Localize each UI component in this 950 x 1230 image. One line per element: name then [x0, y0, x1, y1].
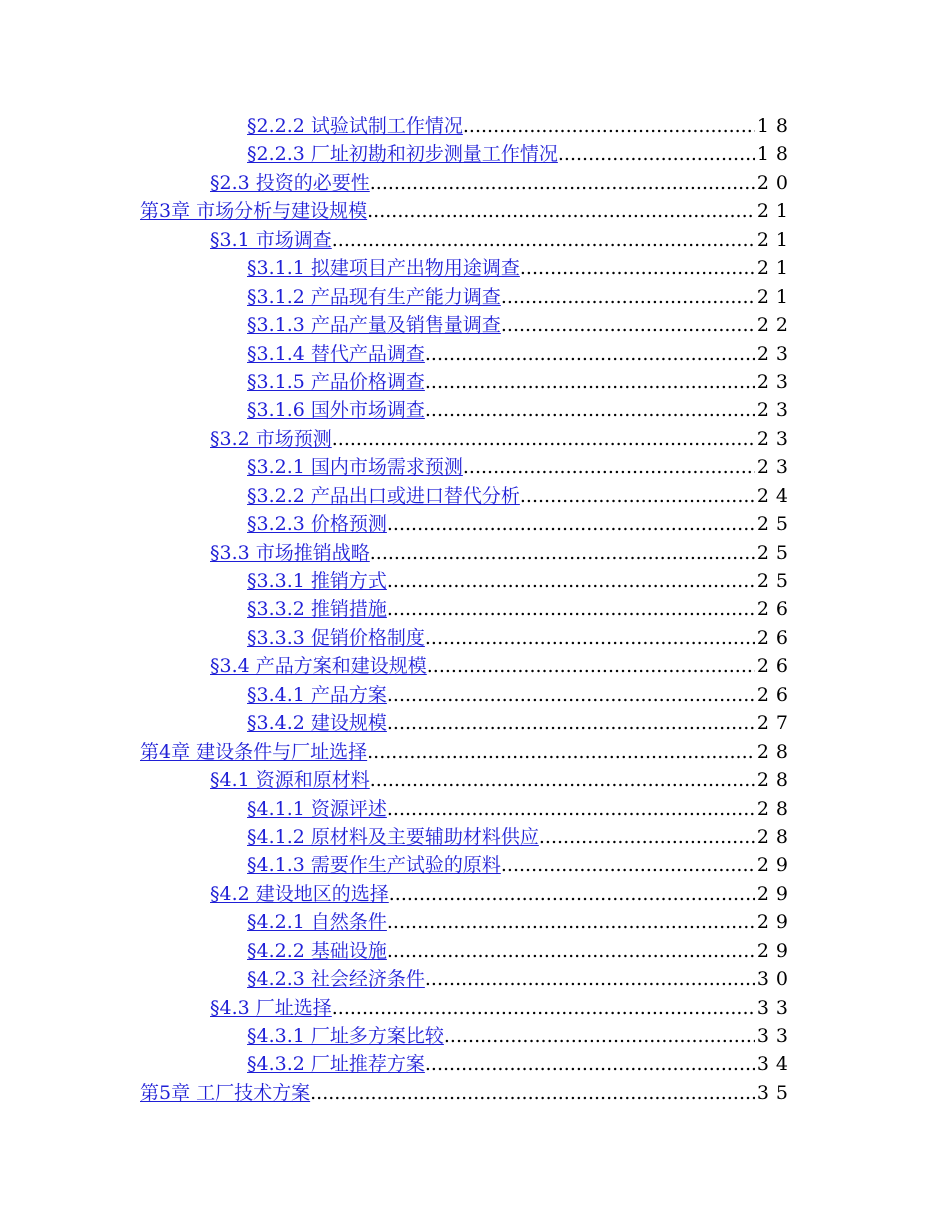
toc-entry[interactable]	[140, 340, 795, 368]
toc-entry[interactable]	[140, 510, 795, 538]
toc-dot-leader	[387, 937, 755, 965]
toc-page-number: 34	[756, 1053, 795, 1076]
toc-dot-leader	[520, 482, 755, 510]
toc-entry-link[interactable]: §3.2.3 价格预测	[247, 513, 387, 536]
toc-entry-link[interactable]: §3.3.1 推销方式	[247, 570, 387, 592]
toc-dot-leader	[387, 908, 755, 936]
toc-dot-leader	[501, 311, 755, 339]
toc-page-number: 26	[756, 626, 795, 649]
toc-entry-link[interactable]: §2.2.3 厂址初勘和初步测量工作情况	[247, 143, 558, 166]
toc-entry[interactable]	[140, 908, 795, 936]
toc-dot-leader	[387, 795, 755, 823]
toc-page-number: 23	[756, 456, 795, 479]
toc-page-number: 26	[756, 655, 795, 678]
toc-page-number: 23	[756, 370, 795, 393]
toc-entry[interactable]	[140, 482, 795, 510]
toc-entry-link[interactable]: 第3章 市场分析与建设规模	[140, 200, 368, 223]
toc-entry[interactable]	[140, 169, 795, 197]
toc-page-number: 21	[756, 228, 795, 251]
toc-entry[interactable]	[140, 254, 795, 282]
toc-entry[interactable]	[140, 140, 795, 168]
toc-entry[interactable]	[140, 1079, 795, 1107]
toc-dot-leader	[501, 283, 755, 311]
toc-page-number: 18	[756, 143, 795, 166]
toc-dot-leader	[425, 368, 755, 396]
toc-entry[interactable]	[140, 681, 795, 709]
toc-page-number: 27	[756, 712, 795, 735]
toc-entry[interactable]	[140, 652, 795, 680]
toc-page-number: 22	[756, 314, 795, 337]
toc-entry[interactable]	[140, 453, 795, 481]
toc-dot-leader	[332, 994, 755, 1022]
toc-entry[interactable]	[140, 112, 795, 140]
toc-entry[interactable]	[140, 738, 795, 766]
toc-page-number: 29	[756, 882, 795, 905]
toc-entry-link[interactable]: §3.2 市场预测	[210, 427, 332, 450]
toc-dot-leader	[387, 709, 755, 737]
toc-page-number: 24	[756, 484, 795, 507]
toc-dot-leader	[389, 880, 755, 908]
toc-entry[interactable]	[140, 425, 795, 453]
toc-entry-link[interactable]: §4.3.1 厂址多方案比较	[247, 1025, 444, 1047]
toc-dot-leader	[444, 1022, 755, 1050]
toc-dot-leader	[425, 624, 755, 652]
toc-page-number: 29	[756, 911, 795, 934]
toc-page-number: 28	[756, 825, 795, 848]
toc-dot-leader	[425, 340, 755, 368]
toc-entry[interactable]	[140, 226, 795, 254]
toc-entry[interactable]	[140, 766, 795, 794]
toc-entry[interactable]	[140, 709, 795, 737]
toc-entry-link[interactable]: §3.4.1 产品方案	[247, 683, 387, 706]
toc-dot-leader	[332, 226, 755, 254]
table-of-contents	[140, 112, 795, 1107]
toc-dot-leader	[370, 539, 755, 567]
toc-entry-link[interactable]: §4.1.3 需要作生产试验的原料	[247, 854, 501, 877]
toc-page-number: 23	[756, 399, 795, 422]
toc-entry[interactable]	[140, 396, 795, 424]
toc-entry-link[interactable]: §3.4.2 建设规模	[247, 712, 387, 735]
toc-dot-leader	[387, 681, 755, 709]
toc-page-number: 28	[756, 769, 795, 792]
toc-page-number: 21	[756, 285, 795, 308]
toc-entry-link[interactable]: §3.1.3 产品产量及销售量调查	[247, 314, 501, 337]
toc-page-number: 33	[756, 996, 795, 1019]
toc-entry[interactable]	[140, 368, 795, 396]
toc-entry-link[interactable]: §3.1.1 拟建项目产出物用途调查	[247, 257, 520, 280]
toc-page-number: 23	[756, 427, 795, 450]
toc-page-number: 25	[756, 570, 795, 592]
toc-entry[interactable]	[140, 1050, 795, 1078]
toc-dot-leader	[367, 197, 755, 225]
toc-entry-link[interactable]: §3.3.2 推销措施	[247, 598, 387, 621]
toc-page-number: 21	[756, 257, 795, 280]
toc-dot-leader	[332, 425, 755, 453]
toc-entry[interactable]	[140, 539, 795, 567]
toc-entry-link[interactable]: §4.2.3 社会经济条件	[247, 968, 425, 991]
toc-dot-leader	[425, 1050, 755, 1078]
toc-entry-link[interactable]: §3.1.2 产品现有生产能力调查	[247, 285, 501, 308]
toc-entry-link[interactable]: §3.1 市场调查	[210, 228, 332, 251]
toc-entry-link[interactable]: §3.3.3 促销价格制度	[247, 626, 425, 649]
toc-entry[interactable]	[140, 197, 795, 225]
toc-entry-link[interactable]: §4.2.1 自然条件	[247, 911, 387, 934]
toc-dot-leader	[370, 766, 755, 794]
toc-entry-link[interactable]: §3.4 产品方案和建设规模	[210, 655, 427, 678]
toc-entry-link[interactable]: §3.1.6 国外市场调查	[247, 399, 425, 422]
toc-entry[interactable]	[140, 851, 795, 879]
toc-page-number: 18	[756, 115, 795, 137]
toc-entry[interactable]	[140, 994, 795, 1022]
toc-page-number: 25	[756, 513, 795, 536]
toc-page-number: 29	[756, 854, 795, 877]
toc-entry[interactable]	[140, 823, 795, 851]
toc-dot-leader	[501, 851, 755, 879]
toc-dot-leader	[425, 396, 755, 424]
toc-page-number: 25	[756, 541, 795, 564]
toc-entry-link[interactable]: §4.2.2 基础设施	[247, 939, 387, 962]
toc-entry[interactable]	[140, 795, 795, 823]
toc-page-number: 30	[756, 968, 795, 991]
toc-entry[interactable]	[140, 937, 795, 965]
toc-dot-leader	[463, 112, 755, 140]
toc-entry-link[interactable]: §3.1.4 替代产品调查	[247, 342, 425, 365]
toc-page-number: 23	[756, 342, 795, 365]
toc-dot-leader	[427, 652, 755, 680]
toc-dot-leader	[387, 510, 755, 538]
toc-page-number: 26	[756, 683, 795, 706]
toc-entry-link[interactable]: 第5章 工厂技术方案	[140, 1081, 311, 1104]
toc-entry-link[interactable]: §3.1.5 产品价格调查	[247, 370, 425, 393]
toc-entry-link[interactable]: §2.2.2 试验试制工作情况	[247, 115, 463, 137]
toc-dot-leader	[425, 965, 755, 993]
toc-entry-link[interactable]: §3.2.2 产品出口或进口替代分析	[247, 484, 520, 507]
toc-entry-link[interactable]: §4.3 厂址选择	[210, 996, 332, 1019]
toc-entry-link[interactable]: §3.3 市场推销战略	[210, 541, 370, 564]
toc-page-number: 28	[756, 797, 795, 820]
toc-entry-link[interactable]: §3.2.1 国内市场需求预测	[247, 456, 463, 479]
toc-entry-link[interactable]: §2.3 投资的必要性	[210, 171, 370, 194]
toc-dot-leader	[370, 169, 755, 197]
toc-page-number: 35	[756, 1081, 795, 1104]
toc-dot-leader	[539, 823, 755, 851]
toc-entry-link[interactable]: §4.1.2 原材料及主要辅助材料供应	[247, 825, 539, 848]
toc-dot-leader	[367, 738, 755, 766]
toc-entry[interactable]	[140, 595, 795, 623]
toc-entry-link[interactable]: §4.1 资源和原材料	[210, 769, 370, 792]
toc-entry-link[interactable]: §4.1.1 资源评述	[247, 797, 387, 820]
toc-dot-leader	[558, 140, 755, 168]
toc-page-number: 21	[756, 200, 795, 223]
toc-dot-leader	[520, 254, 755, 282]
toc-dot-leader	[387, 595, 755, 623]
toc-page-number: 33	[756, 1025, 795, 1047]
toc-entry[interactable]	[140, 1022, 795, 1050]
toc-entry[interactable]	[140, 624, 795, 652]
toc-page-number: 28	[756, 740, 795, 763]
toc-dot-leader	[310, 1079, 755, 1107]
toc-dot-leader	[463, 453, 755, 481]
toc-entry[interactable]	[140, 283, 795, 311]
toc-entry[interactable]	[140, 567, 795, 595]
toc-page-number: 20	[756, 171, 795, 194]
toc-entry-link[interactable]: §4.3.2 厂址推荐方案	[247, 1053, 425, 1076]
toc-page-number: 29	[756, 939, 795, 962]
toc-entry[interactable]	[140, 965, 795, 993]
toc-page-number: 26	[756, 598, 795, 621]
toc-entry[interactable]	[140, 311, 795, 339]
toc-entry-link[interactable]: 第4章 建设条件与厂址选择	[140, 740, 368, 763]
toc-entry[interactable]	[140, 880, 795, 908]
toc-entry-link[interactable]: §4.2 建设地区的选择	[210, 882, 389, 905]
toc-dot-leader	[387, 567, 755, 595]
